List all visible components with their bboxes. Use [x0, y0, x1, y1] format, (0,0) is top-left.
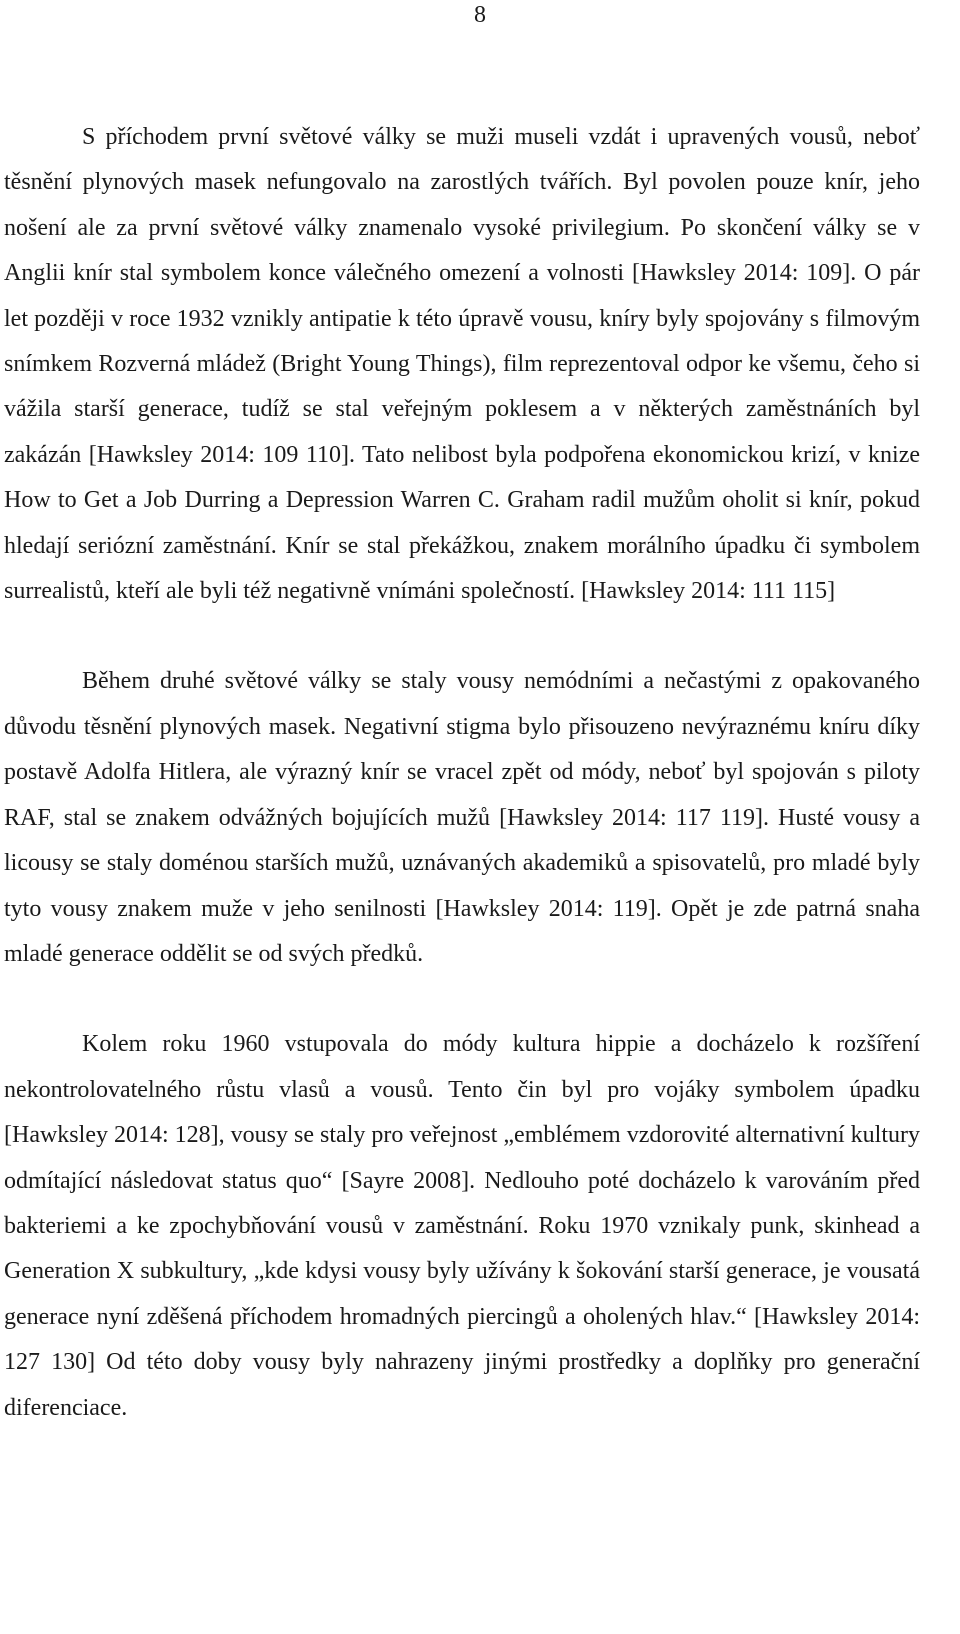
- paragraph-ww2-beards: Během druhé světové války se staly vousy nemódními a nečastými z opakovaného důvodu těsnění plynových masek. Negativní stigma bylo přisouzeno nevýraznému kníru díky postavě Adolfa Hitlera, ale výrazný knír se vracel zpět od módy, neboť byl spojován s piloty RAF, stal se znakem odvážných bojujících mužů [Hawksley 2014: 117 119]. Husté vousy a licousy se staly doménou starších mužů, uznávaných akademiků a spisovatelů, pro mladé byly tyto vousy znakem muže v jeho senilnosti [Hawksley 2014: 119]. Opět je zde patrná snaha mladé generace oddělit se od svých předků.: [4, 668, 920, 967]
- page-number: 8: [474, 2, 486, 28]
- document-body: [4, 115, 920, 1431]
- paragraph-hippie-era: Kolem roku 1960 vstupovala do módy kultura hippie a docházelo k rozšíření nekontrolovatelného růstu vlasů a vousů. Tento čin byl pro vojáky symbolem úpadku [Hawksley 2014: 128], vousy se staly pro veřejnost „emblémem vzdorovité alternativní kultury odmítající následovat status quo“ [Sayre 2008]. Nedlouho poté docházelo k varováním před bakteriemi a ke zpochybňování vousů v zaměstnání. Roku 1970 vznikaly punk, skinhead a Generation X subkultury, „kde kdysi vousy byly užívány k šokování starší generace, je vousatá generace nyní zděšená příchodem hromadných piercingů a oholených hlav.“ [Hawksley 2014: 127 130] Od této doby vousy byly nahrazeny jinými prostředky a doplňky pro generační diferenciace.: [4, 1031, 920, 1421]
- paragraph-ww1-mustache: S příchodem první světové války se muži museli vzdát i upravených vousů, neboť těsnění plynových masek nefungovalo na zarostlých tvářích. Byl povolen pouze knír, jeho nošení ale za první světové války znamenalo vysoké privilegium. Po skončení války se v Anglii knír stal symbolem konce válečného omezení a volnosti [Hawksley 2014: 109]. O pár let později v roce 1932 vznikly antipatie k této úpravě vousu, kníry byly spojovány s filmovým snímkem Rozverná mládež (Bright Young Things), film reprezentoval odpor ke všemu, čeho si vážila starší generace, tudíž se stal veřejným poklesem a v některých zaměstnáních byl zakázán [Hawksley 2014: 109 110]. Tato nelibost byla podpořena ekonomickou krizí, v knize How to Get a Job Durring a Depression Warren C. Graham radil mužům oholit si knír, pokud hledají seriózní zaměstnání. Knír se stal překážkou, znakem morálního úpadku či symbolem surrealistů, kteří ale byli též negativně vnímáni společností. [Hawksley 2014: 111 115]: [4, 124, 920, 605]
